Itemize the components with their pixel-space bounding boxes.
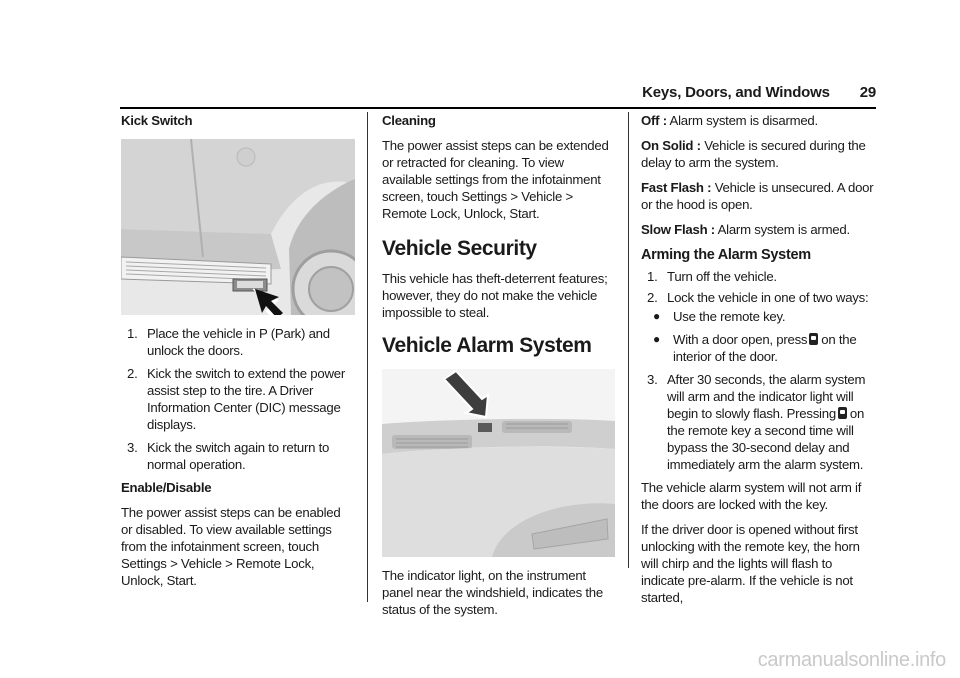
- list-item: [641, 331, 877, 365]
- status-on-solid: [641, 137, 877, 171]
- lock-icon: [809, 333, 818, 345]
- column-divider: [367, 112, 368, 602]
- kick-switch-steps: [121, 325, 355, 473]
- bullet-text: Use the remote key.: [673, 309, 786, 324]
- enable-disable-heading: Enable/Disable: [121, 480, 212, 495]
- step-text: Place the vehicle in P (Park) and unlock the doors.: [147, 326, 330, 358]
- status-text: Alarm system is armed.: [717, 222, 850, 237]
- column-2: [382, 112, 615, 626]
- kick-switch-illustration: [121, 139, 355, 315]
- status-slow-flash: [641, 221, 877, 238]
- cleaning-paragraph: The power assist steps can be extended or retracted for cleaning. To view available settings from the infotainment screen, touch Settings > Vehicle > Remote Lock, Unlock, Start.: [382, 138, 609, 221]
- list-item: [641, 371, 877, 473]
- kick-switch-heading: Kick Switch: [121, 113, 193, 128]
- bullet-icon: ●: [653, 332, 660, 346]
- watermark-text: carmanualsonline.info: [757, 649, 946, 671]
- step-text: Lock the vehicle in one of two ways:: [667, 290, 869, 305]
- bullet-text: on the interior of the door.: [673, 332, 857, 364]
- step-number: 2.: [127, 366, 138, 381]
- enable-disable-paragraph: The power assist steps can be enabled or disabled. To view available settings from the infotainment screen, touch Settings > Vehicle > Remote Lock, Unlock, Start.: [121, 505, 341, 588]
- step-number: 1.: [127, 326, 138, 341]
- lock-icon: [838, 407, 847, 419]
- section-title: Keys, Doors, and Windows: [642, 84, 830, 101]
- pre-alarm-paragraph: If the driver door is opened without first unlocking with the remote key, the horn will chirp and the lights will flash to indicate pre-alarm. If the vehicle is not started,: [641, 522, 860, 605]
- vehicle-security-paragraph: This vehicle has theft-deterrent features; however, they do not make the vehicle impossible to steal.: [382, 271, 608, 320]
- bullet-text: With a door open, press: [673, 332, 808, 347]
- header-rule: [120, 107, 876, 109]
- lock-methods-list: [641, 308, 877, 365]
- list-item: [641, 289, 877, 365]
- status-label: Off :: [641, 113, 667, 128]
- alarm-key-paragraph: The vehicle alarm system will not arm if the doors are locked with the key.: [641, 480, 862, 512]
- step-text: Kick the switch again to return to normal operation.: [147, 440, 330, 472]
- vehicle-alarm-title: Vehicle Alarm System: [382, 334, 592, 357]
- arming-heading: Arming the Alarm System: [641, 247, 811, 263]
- page-number: 29: [859, 84, 876, 101]
- step-number: 3.: [127, 440, 138, 455]
- status-text: Alarm system is disarmed.: [669, 113, 818, 128]
- list-item: [121, 439, 355, 473]
- column-1: [121, 112, 355, 597]
- step-text: on the remote key a second time will bypass the 30-second delay and immediately arm the alarm system.: [667, 406, 865, 472]
- page-header: [0, 84, 876, 106]
- step-number: 3.: [647, 372, 658, 387]
- list-item: [641, 268, 877, 285]
- arming-steps: [641, 268, 877, 473]
- bullet-icon: ●: [653, 309, 660, 323]
- status-text: Vehicle is unsecured. A door or the hood is open.: [641, 180, 874, 212]
- status-fast-flash: [641, 179, 877, 213]
- step-text: Kick the switch to extend the power assist step to the tire. A Driver Information Center (DIC) message displays.: [147, 366, 345, 432]
- step-text: Turn off the vehicle.: [667, 269, 777, 284]
- list-item: [121, 365, 355, 433]
- step-number: 1.: [647, 269, 658, 284]
- status-label: Fast Flash :: [641, 180, 712, 195]
- status-off: [641, 112, 877, 129]
- status-label: Slow Flash :: [641, 222, 715, 237]
- step-text: After 30 seconds, the alarm system will arm and the indicator light will begin to slowly flash. Pressing: [667, 372, 866, 421]
- column-3: [641, 112, 877, 614]
- step-number: 2.: [647, 290, 658, 305]
- cleaning-heading: Cleaning: [382, 113, 436, 128]
- alarm-indicator-illustration: [382, 369, 615, 557]
- indicator-paragraph: The indicator light, on the instrument panel near the windshield, indicates the status of the system.: [382, 568, 603, 617]
- list-item: [121, 325, 355, 359]
- status-label: On Solid :: [641, 138, 701, 153]
- list-item: [641, 308, 877, 325]
- status-text: Vehicle is secured during the delay to arm the system.: [641, 138, 866, 170]
- vehicle-security-title: Vehicle Security: [382, 237, 537, 260]
- column-divider: [628, 112, 629, 568]
